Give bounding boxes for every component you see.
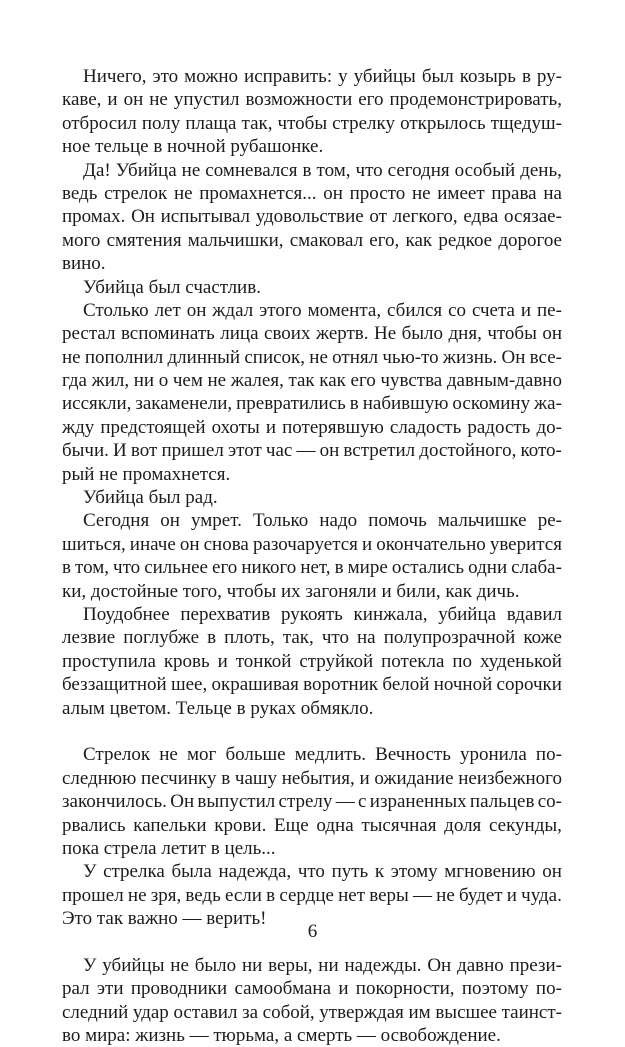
text-line: иссякли, закаменели, превратились в набившую оскомину жа-: [62, 393, 562, 415]
text-line: Это так важно — верить!: [62, 908, 267, 930]
text-line: мого смятения мальчишки, смаковал его, как редкое дорогое: [62, 229, 562, 251]
text-line: отбросил полу плаща так, чтобы стрелку открылось тщедуш-: [62, 112, 562, 134]
text-line: Столько лет он ждал этого момента, сбился со счета и пе-: [83, 299, 562, 321]
text-line: Убийца был рад.: [83, 487, 218, 509]
paragraph: [62, 276, 562, 299]
paragraph: [62, 159, 562, 276]
text-line: гда жил, ни о чем не жалея, так как его чувства давным-давно: [62, 370, 562, 392]
text-line: беззащитной шее, окрашивая воротник белой ночной сорочки: [62, 674, 562, 696]
text-line: ки, достойные того, чтобы их загоняли и били, как дичь.: [62, 580, 520, 602]
text-line: рал эти проводники самообмана и покорности, поэтому по-: [62, 978, 562, 1000]
text-line: промах. Он испытывал удовольствие от легкого, едва осязае-: [62, 206, 562, 228]
text-line: рый не промахнется.: [62, 463, 231, 485]
paragraph: [62, 743, 562, 860]
paragraph: [62, 486, 562, 509]
text-line: во мира: жизнь — тюрьма, а смерть — освобождение.: [62, 1025, 501, 1047]
page-number: 6: [307, 921, 318, 942]
text-line: Да! Убийца не сомневался в том, что сегодня особый день,: [83, 159, 562, 181]
text-line: проступила кровь и тонкой струйкой потекла по худенькой: [62, 650, 562, 672]
section-break: [62, 720, 562, 743]
text-line: рвались капельки крови. Еще одна тысячная доля секунды,: [62, 814, 562, 836]
text-line: У убийцы не было ни веры, ни надежды. Он давно прези-: [83, 954, 562, 976]
text-line: У стрелка была надежда, что путь к этому мгновению он: [83, 861, 562, 883]
text-line: ведь стрелок не промахнется... он просто не имеет права на: [62, 182, 562, 204]
text-line: шиться, иначе он снова разочаруется и окончательно уверится: [62, 533, 562, 555]
text-line: Сегодня он умрет. Только надо помочь мальчишке ре-: [83, 510, 562, 532]
text-line: Стрелок не мог больше медлить. Вечность уронила по-: [83, 744, 562, 766]
text-line: закончилось. Он выпустил стрелу — с израненных пальцев со-: [62, 791, 562, 813]
paragraph: [62, 65, 562, 159]
text-line: Убийца был счастлив.: [83, 276, 261, 298]
text-line: следнюю песчинку в чашу небытия, и ожидание неизбежного: [62, 767, 562, 789]
text-line: Ничего, это можно исправить: у убийцы был козырь в ру-: [83, 66, 562, 87]
text-line: лезвие поглубже в плоть, так, что на полупрозрачной коже: [62, 627, 562, 649]
paragraph: [62, 299, 562, 486]
paragraph: [62, 509, 562, 603]
paragraph: [62, 603, 562, 720]
paragraph: [62, 954, 562, 1047]
text-line: в том, что сильнее его никого нет, в мире остались одни слаба-: [62, 557, 562, 579]
text-line: пока стрела летит в цель...: [62, 837, 276, 859]
text-line: прошел не зря, ведь если в сердце нет веры — не будет и чуда.: [62, 884, 562, 906]
text-line: рестал вспоминать лица своих жертв. Не было дня, чтобы он: [62, 323, 562, 345]
text-line: каве, и он не упустил возможности его продемонстрировать,: [62, 89, 562, 111]
text-line: ное тельце в ночной рубашонке.: [62, 136, 324, 158]
text-line: алым цветом. Тельце в руках обмякло.: [62, 697, 374, 719]
text-line: бычи. И вот пришел этот час — он встретил достойного, кото-: [62, 440, 562, 462]
text-line: следний удар оставил за собой, утверждая им высшее таинст-: [62, 1001, 562, 1023]
text-line: жду предстоящей охоты и потерявшую сладость радость до-: [62, 416, 562, 438]
text-line: вино.: [62, 253, 106, 275]
text-line: не пополнил длинный список, не отнял чью-то жизнь. Он все-: [62, 346, 562, 368]
body-text: [62, 65, 562, 1047]
text-line: Поудобнее перехватив рукоять кинжала, убийца вдавил: [83, 603, 562, 625]
